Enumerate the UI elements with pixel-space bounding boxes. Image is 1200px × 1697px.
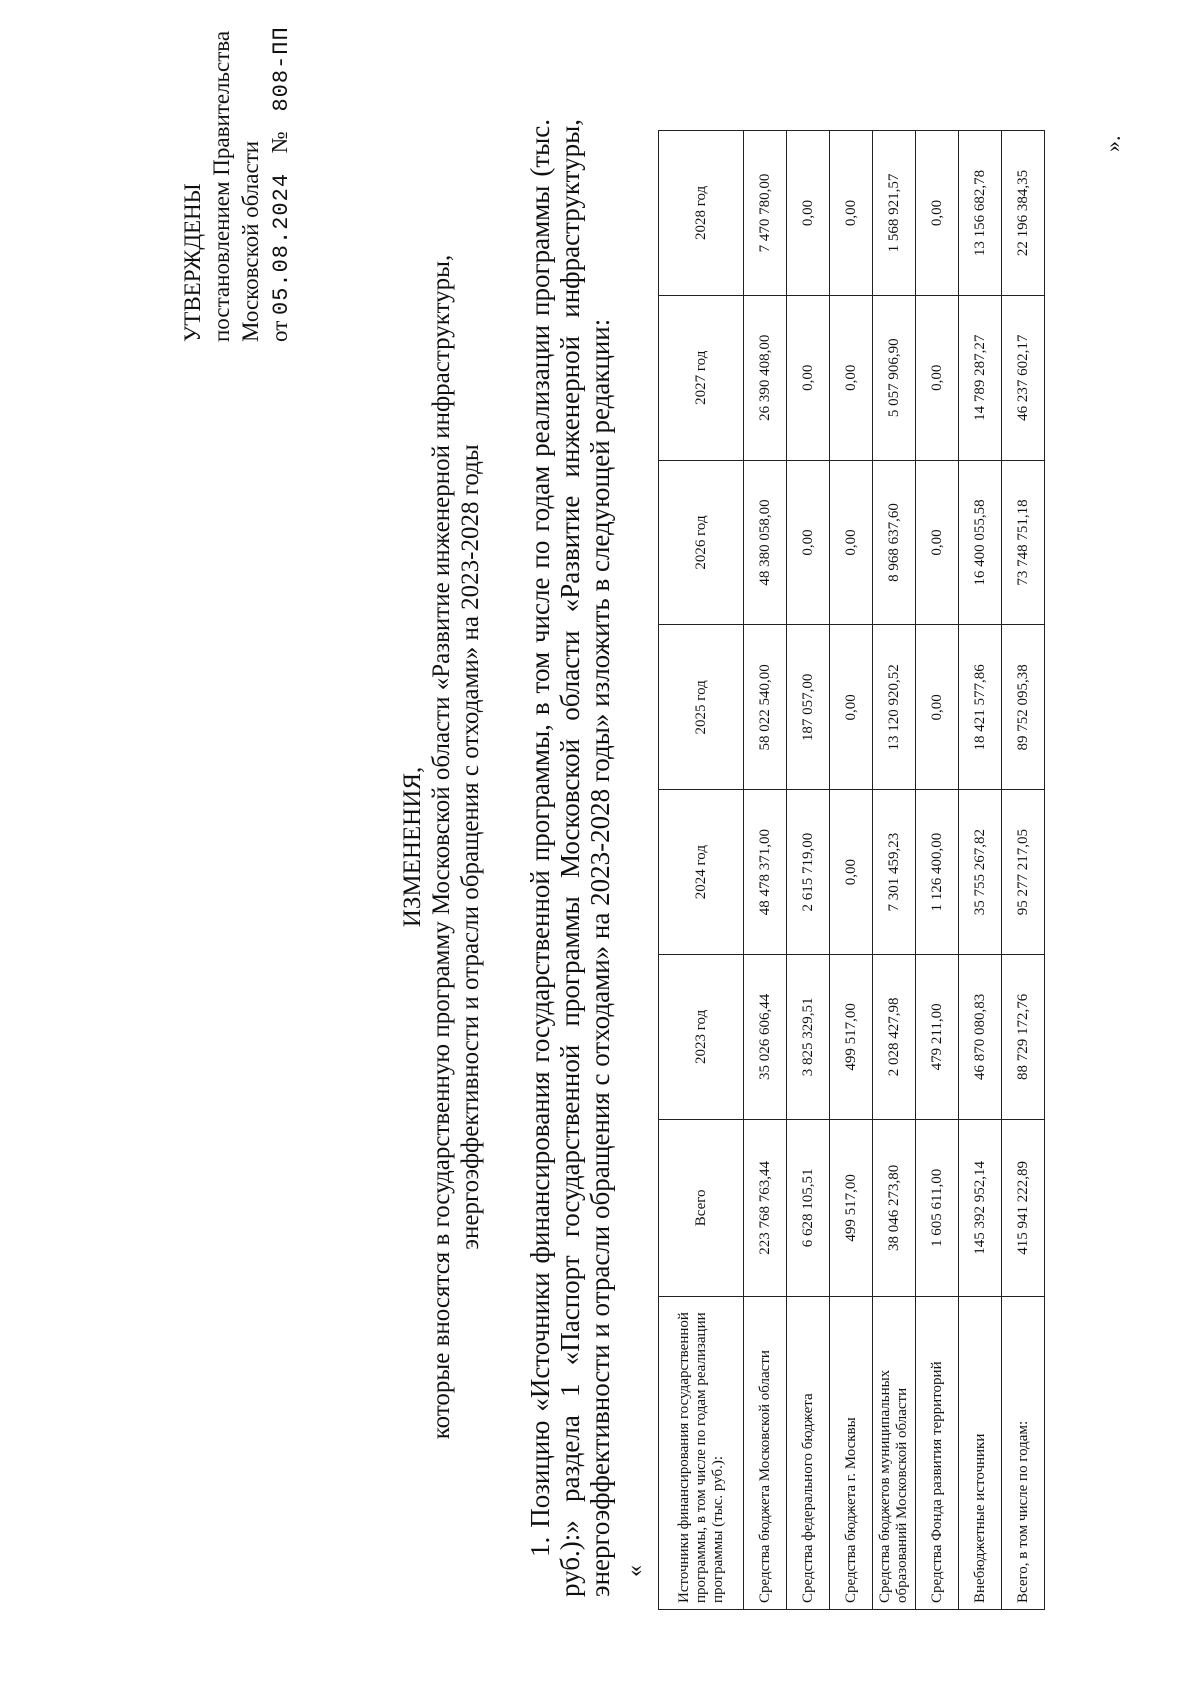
heading-title: ИЗМЕНЕНИЯ, — [399, 766, 426, 928]
approval-number: 808-ПП — [269, 26, 294, 112]
table-row — [959, 131, 1002, 1610]
cell-2028: 22 196 384,35 — [1002, 131, 1045, 296]
row-label: Внебюджетные источники — [959, 1297, 1002, 1610]
table-row — [916, 131, 959, 1610]
cell-2023: 499 517,00 — [830, 954, 873, 1119]
cell-2027: 14 789 287,27 — [959, 295, 1002, 460]
open-quote: « — [622, 1565, 648, 1577]
cell-total: 499 517,00 — [830, 1119, 873, 1296]
cell-2027: 0,00 — [916, 295, 959, 460]
cell-2024: 48 478 371,00 — [744, 790, 787, 955]
number-sign: № — [267, 131, 292, 154]
cell-2026: 0,00 — [830, 460, 873, 625]
cell-2028: 0,00 — [787, 131, 830, 296]
cell-2027: 26 390 408,00 — [744, 295, 787, 460]
row-label: Средства Фонда развития территорий — [916, 1297, 959, 1610]
approval-block — [178, 12, 296, 342]
cell-2026: 0,00 — [916, 460, 959, 625]
header-2023: 2023 год — [659, 954, 744, 1119]
approval-line-1: постановлением Правительства — [209, 30, 234, 342]
cell-2027: 46 237 602,17 — [1002, 295, 1045, 460]
cell-2024: 35 755 267,82 — [959, 790, 1002, 955]
row-label: Средства бюджетов муниципальных образований Московской области — [873, 1297, 916, 1610]
cell-2027: 5 057 906,90 — [873, 295, 916, 460]
cell-2024: 7 301 459,23 — [873, 790, 916, 955]
approval-line-2: Московской области — [238, 140, 263, 342]
cell-total: 145 392 952,14 — [959, 1119, 1002, 1296]
cell-2024: 2 615 719,00 — [787, 790, 830, 955]
cell-2023: 2 028 427,98 — [873, 954, 916, 1119]
cell-2028: 7 470 780,00 — [744, 131, 787, 296]
financing-table — [658, 130, 1045, 1610]
cell-total: 6 628 105,51 — [787, 1119, 830, 1296]
cell-2025: 13 120 920,52 — [873, 625, 916, 790]
cell-2026: 8 968 637,60 — [873, 460, 916, 625]
cell-2025: 0,00 — [916, 625, 959, 790]
cell-2024: 1 126 400,00 — [916, 790, 959, 955]
cell-2028: 13 156 682,78 — [959, 131, 1002, 296]
header-2026: 2026 год — [659, 460, 744, 625]
cell-total: 223 768 763,44 — [744, 1119, 787, 1296]
header-source: Источники финансирования государственной программы, в том числе по годам реализации программы (тыс. руб.): — [659, 1297, 744, 1610]
approval-date: 05.08.2024 — [269, 172, 294, 315]
cell-2025: 89 752 095,38 — [1002, 625, 1045, 790]
table-row — [1002, 131, 1045, 1610]
header-2027: 2027 год — [659, 295, 744, 460]
cell-2025: 0,00 — [830, 625, 873, 790]
header-2025: 2025 год — [659, 625, 744, 790]
table-row — [830, 131, 873, 1610]
cell-2025: 58 022 540,00 — [744, 625, 787, 790]
date-prefix: от — [267, 320, 292, 342]
cell-2023: 3 825 329,51 — [787, 954, 830, 1119]
cell-2028: 0,00 — [830, 131, 873, 296]
cell-2026: 48 380 058,00 — [744, 460, 787, 625]
table-row — [744, 131, 787, 1610]
cell-2026: 0,00 — [787, 460, 830, 625]
header-2024: 2024 год — [659, 790, 744, 955]
cell-2024: 0,00 — [830, 790, 873, 955]
intro-paragraph: 1. Позицию «Источники финансирования государственной программы, в том числе по годам реализации программы (тыс. руб.):» раздела 1 «Паспорт государственной программы Московской области «Развитие инженерной инфраструктуры, энергоэффективности и отрасли обращения с отходами» на 2023-2028 годы» изложить в следующей редакции: — [525, 119, 615, 1597]
table-header-row — [659, 131, 744, 1610]
cell-total: 38 046 273,80 — [873, 1119, 916, 1296]
cell-2028: 1 568 921,57 — [873, 131, 916, 296]
table-row — [787, 131, 830, 1610]
cell-2027: 0,00 — [830, 295, 873, 460]
cell-total: 415 941 222,89 — [1002, 1119, 1045, 1296]
heading-line-1: которые вносятся в государственную программу Московской области «Развитие инженерной инфраструктуры, — [428, 254, 455, 1440]
cell-2023: 46 870 080,83 — [959, 954, 1002, 1119]
row-label: Средства бюджета Московской области — [744, 1297, 787, 1610]
cell-2023: 88 729 172,76 — [1002, 954, 1045, 1119]
cell-2025: 187 057,00 — [787, 625, 830, 790]
cell-2026: 73 748 751,18 — [1002, 460, 1045, 625]
row-label: Всего, в том числе по годам: — [1002, 1297, 1045, 1610]
cell-total: 1 605 611,00 — [916, 1119, 959, 1296]
heading-line-2: энергоэффективности и отрасли обращения с отходами» на 2023-2028 годы — [457, 444, 484, 1250]
cell-2028: 0,00 — [916, 131, 959, 296]
header-2028: 2028 год — [659, 131, 744, 296]
approval-date-line — [265, 12, 296, 342]
cell-2023: 35 026 606,44 — [744, 954, 787, 1119]
document-heading — [398, 137, 485, 1557]
close-quote: ». — [1100, 135, 1125, 152]
row-label: Средства федерального бюджета — [787, 1297, 830, 1610]
cell-2027: 0,00 — [787, 295, 830, 460]
approval-title: УТВЕРЖДЕНЫ — [180, 183, 205, 342]
cell-2023: 479 211,00 — [916, 954, 959, 1119]
cell-2024: 95 277 217,05 — [1002, 790, 1045, 955]
cell-2026: 16 400 055,58 — [959, 460, 1002, 625]
table-row — [873, 131, 916, 1610]
row-label: Средства бюджета г. Москвы — [830, 1297, 873, 1610]
header-total: Всего — [659, 1119, 744, 1296]
cell-2025: 18 421 577,86 — [959, 625, 1002, 790]
